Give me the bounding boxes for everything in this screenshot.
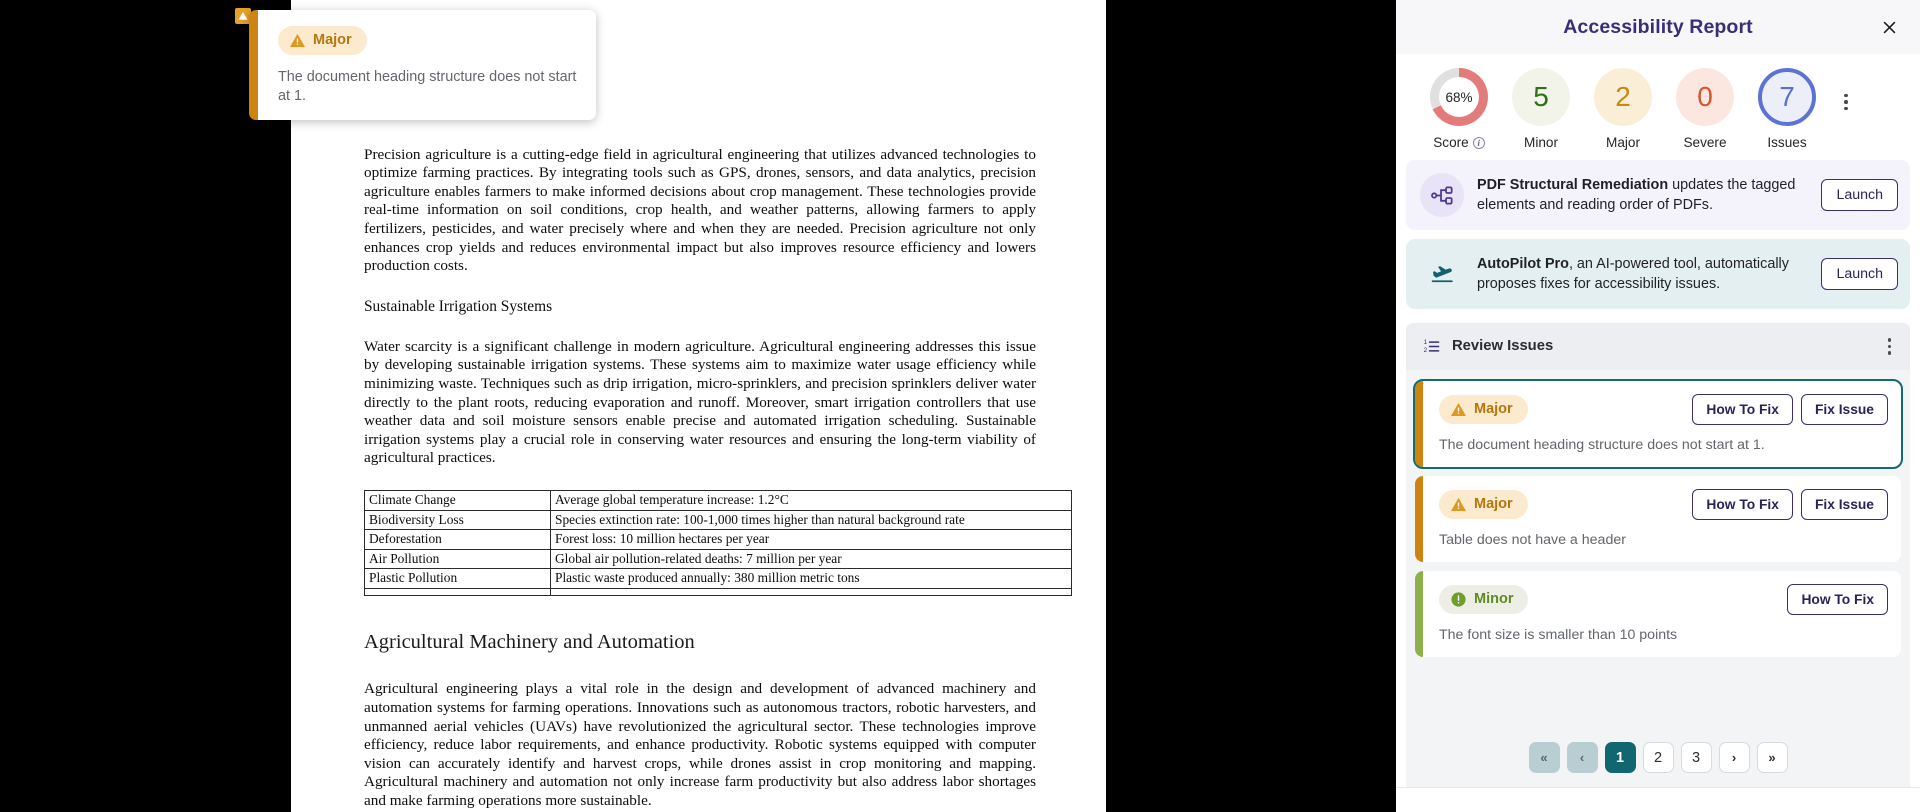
table-cell: Forest loss: 10 million hectares per year — [551, 530, 1072, 550]
how-to-fix-button[interactable]: How To Fix — [1787, 584, 1888, 615]
issue-content — [1423, 381, 1901, 467]
tooltip-severity-label: Major — [313, 32, 352, 49]
issue-content — [1423, 476, 1901, 562]
accessibility-report-panel — [1396, 0, 1920, 812]
summary-stats — [1396, 54, 1920, 160]
issue-header-row — [1439, 584, 1888, 615]
issue-description: Table does not have a header — [1439, 531, 1626, 548]
panel-body — [1396, 54, 1920, 787]
review-issues-header — [1406, 323, 1910, 370]
how-to-fix-button[interactable]: How To Fix — [1692, 394, 1793, 425]
document-content — [291, 0, 1106, 812]
table-cell: Species extinction rate: 100-1,000 times higher than natural background rate — [551, 510, 1072, 530]
warning-triangle-icon — [1450, 496, 1467, 513]
table-cell: Plastic Pollution — [365, 569, 551, 589]
page-title: Accessibility Report — [1563, 15, 1753, 38]
launch-button-autopilot[interactable]: Launch — [1821, 258, 1898, 290]
ordered-list-icon — [1422, 337, 1441, 356]
table-row — [365, 490, 1072, 510]
score-label-text: Score — [1433, 135, 1469, 150]
stat-label-minor: Minor — [1524, 135, 1558, 150]
promo-text-1 — [1477, 175, 1808, 215]
close-icon[interactable] — [1876, 14, 1902, 40]
issue-severity-label: Major — [1474, 495, 1513, 512]
sitemap-icon — [1420, 173, 1464, 217]
document-heading-machinery: Agricultural Machinery and Automation — [364, 630, 695, 653]
pagination-page-1[interactable]: 1 — [1605, 742, 1636, 773]
table-row — [365, 549, 1072, 569]
minor-count: 5 — [1512, 68, 1570, 126]
review-kebab-menu-icon[interactable] — [1883, 334, 1897, 359]
pagination — [1406, 726, 1910, 787]
stat-label-severe: Severe — [1683, 135, 1727, 150]
pagination-first[interactable]: « — [1529, 742, 1560, 773]
promo-autopilot-pro — [1406, 239, 1910, 309]
major-count: 2 — [1594, 68, 1652, 126]
issue-header-row — [1439, 489, 1888, 520]
issues-count: 7 — [1758, 68, 1816, 126]
promo-pdf-structural-remediation — [1406, 160, 1910, 230]
issue-tooltip-popup[interactable] — [249, 10, 596, 120]
issue-actions — [1692, 489, 1888, 520]
issue-severity-bar — [1415, 476, 1423, 562]
stat-severe[interactable] — [1664, 68, 1746, 150]
kebab-menu-icon[interactable] — [1834, 82, 1858, 122]
table-row — [365, 569, 1072, 589]
document-paragraph-2: Water scarcity is a significant challenge in modern agriculture. Agricultural engineering addresses this issue by developing sustainable irrigation systems. These systems aim to maximize water usage efficiency while minimizing waste. Techniques such as drip irrigation, micro-sprinklers, and precision sprinklers deliver water directly to the plant roots, reducing evaporation and runoff. Moreover, smart irrigation controllers that use weather data and soil moisture sensors enable precise and automated irrigation scheduling. Sustainable irrigation systems play a crucial role in conserving water resources and ensuring the long-term viability of agricultural practices. — [364, 337, 1036, 467]
issue-severity-label: Minor — [1474, 590, 1514, 607]
table-cell: Deforestation — [365, 530, 551, 550]
issue-header-row — [1439, 394, 1888, 425]
promo-desc-1: updates the tagged elements and reading order of PDFs. — [1477, 177, 1796, 213]
document-paragraph-1: Precision agriculture is a cutting-edge field in agricultural engineering that utilizes advanced technologies to optimize farming practices. By integrating tools such as GPS, drones, sensors, and data analytics, precision agriculture enables farmers to make informed decisions about crop management. These technologies provide real-time information on soil conditions, crop health, and weather patterns, allowing farmers to apply fertilizers, pesticides, and water precisely where and when they are needed. Precision agriculture not only enhances crop yields and reduces environmental impact but also improves resource efficiency and lowers production costs. — [364, 145, 1036, 275]
pagination-last[interactable]: » — [1757, 742, 1788, 773]
stat-score[interactable] — [1418, 68, 1500, 150]
pagination-page-3[interactable]: 3 — [1681, 742, 1712, 773]
tool-promos — [1396, 160, 1920, 318]
stat-label-issues: Issues — [1767, 135, 1807, 150]
launch-button-pdf-remediation[interactable]: Launch — [1821, 179, 1898, 211]
issue-actions — [1787, 584, 1888, 615]
environment-issues-table — [364, 490, 1072, 596]
stat-minor[interactable] — [1500, 68, 1582, 150]
table-cell: Plastic waste produced annually: 380 million metric tons — [551, 569, 1072, 589]
issue-card[interactable] — [1415, 476, 1901, 562]
pagination-prev[interactable]: ‹ — [1567, 742, 1598, 773]
issue-list — [1406, 370, 1910, 727]
issue-severity-bar — [1415, 381, 1423, 467]
promo-desc-2: , an AI-powered tool, automatically proposes fixes for accessibility issues. — [1477, 256, 1789, 292]
table-cell — [365, 588, 551, 595]
table-row — [365, 588, 1072, 595]
severe-count: 0 — [1676, 68, 1734, 126]
table-cell: Global air pollution-related deaths: 7 million per year — [551, 549, 1072, 569]
status-badge — [1439, 490, 1528, 519]
issue-description: The font size is smaller than 10 points — [1439, 626, 1678, 643]
table-row — [365, 530, 1072, 550]
status-badge — [1439, 585, 1528, 614]
document-subheading-irrigation: Sustainable Irrigation Systems — [364, 297, 553, 315]
issue-content — [1423, 571, 1901, 657]
issue-severity-bar — [1415, 571, 1423, 657]
pagination-page-2[interactable]: 2 — [1643, 742, 1674, 773]
fix-issue-button[interactable]: Fix Issue — [1801, 394, 1888, 425]
table-cell: Climate Change — [365, 490, 551, 510]
table-cell: Average global temperature increase: 1.2°C — [551, 490, 1072, 510]
warning-triangle-icon — [1450, 401, 1467, 418]
review-issues-title: Review Issues — [1452, 338, 1554, 355]
status-badge — [1439, 395, 1528, 424]
promo-title-1: PDF Structural Remediation — [1477, 177, 1669, 193]
how-to-fix-button[interactable]: How To Fix — [1692, 489, 1793, 520]
panel-header — [1396, 0, 1920, 54]
score-donut-chart — [1430, 68, 1488, 126]
fix-issue-button[interactable]: Fix Issue — [1801, 489, 1888, 520]
table-cell: Biodiversity Loss — [365, 510, 551, 530]
document-paragraph-3: Agricultural engineering plays a vital role in the design and development of advanced machinery and automation systems for farming operations. Innovations such as autonomous tractors, robotic harvesters, and unmanned aerial vehicles (UAVs) have revolutionized the agricultural sector. These technologies improve efficiency, reduce labor requirements, and enhance productivity. Robotic systems equipped with computer vision can accurately identify and harvest crops, while drones assist in crop monitoring and mapping. Agricultural machinery and automation not only increase farm productivity but also address labor shortages and make farming operations more sustainable. — [364, 680, 1036, 810]
exclamation-circle-icon — [1450, 591, 1467, 608]
document-page — [291, 0, 1106, 812]
svg-text:2: 2 — [1423, 346, 1428, 354]
table-row — [365, 510, 1072, 530]
svg-text:1: 1 — [1423, 338, 1428, 346]
stat-label-score — [1433, 135, 1485, 150]
promo-title-2: AutoPilot Pro — [1477, 256, 1569, 272]
document-table-wrapper — [361, 490, 1036, 596]
tooltip-severity-badge — [278, 26, 367, 55]
promo-text-2 — [1477, 254, 1808, 294]
issue-card[interactable] — [1415, 571, 1901, 657]
info-icon[interactable]: i — [1473, 137, 1485, 149]
tooltip-description: The document heading structure does not start at 1. — [278, 69, 577, 104]
stat-issues[interactable] — [1746, 68, 1828, 150]
table-cell — [551, 588, 1072, 595]
pagination-next[interactable]: › — [1719, 742, 1750, 773]
issue-description: The document heading structure does not start at 1. — [1439, 436, 1765, 453]
score-value: 68% — [1439, 77, 1479, 117]
issue-card[interactable] — [1415, 381, 1901, 467]
panel-footer — [1396, 787, 1920, 812]
stat-major[interactable] — [1582, 68, 1664, 150]
warning-triangle-icon — [289, 32, 306, 49]
review-issues-section — [1396, 318, 1920, 787]
issue-severity-label: Major — [1474, 400, 1513, 417]
plane-takeoff-icon — [1420, 252, 1464, 296]
warning-triangle-icon — [238, 11, 248, 21]
table-cell: Air Pollution — [365, 549, 551, 569]
issue-actions — [1692, 394, 1888, 425]
stat-label-major: Major — [1606, 135, 1640, 150]
